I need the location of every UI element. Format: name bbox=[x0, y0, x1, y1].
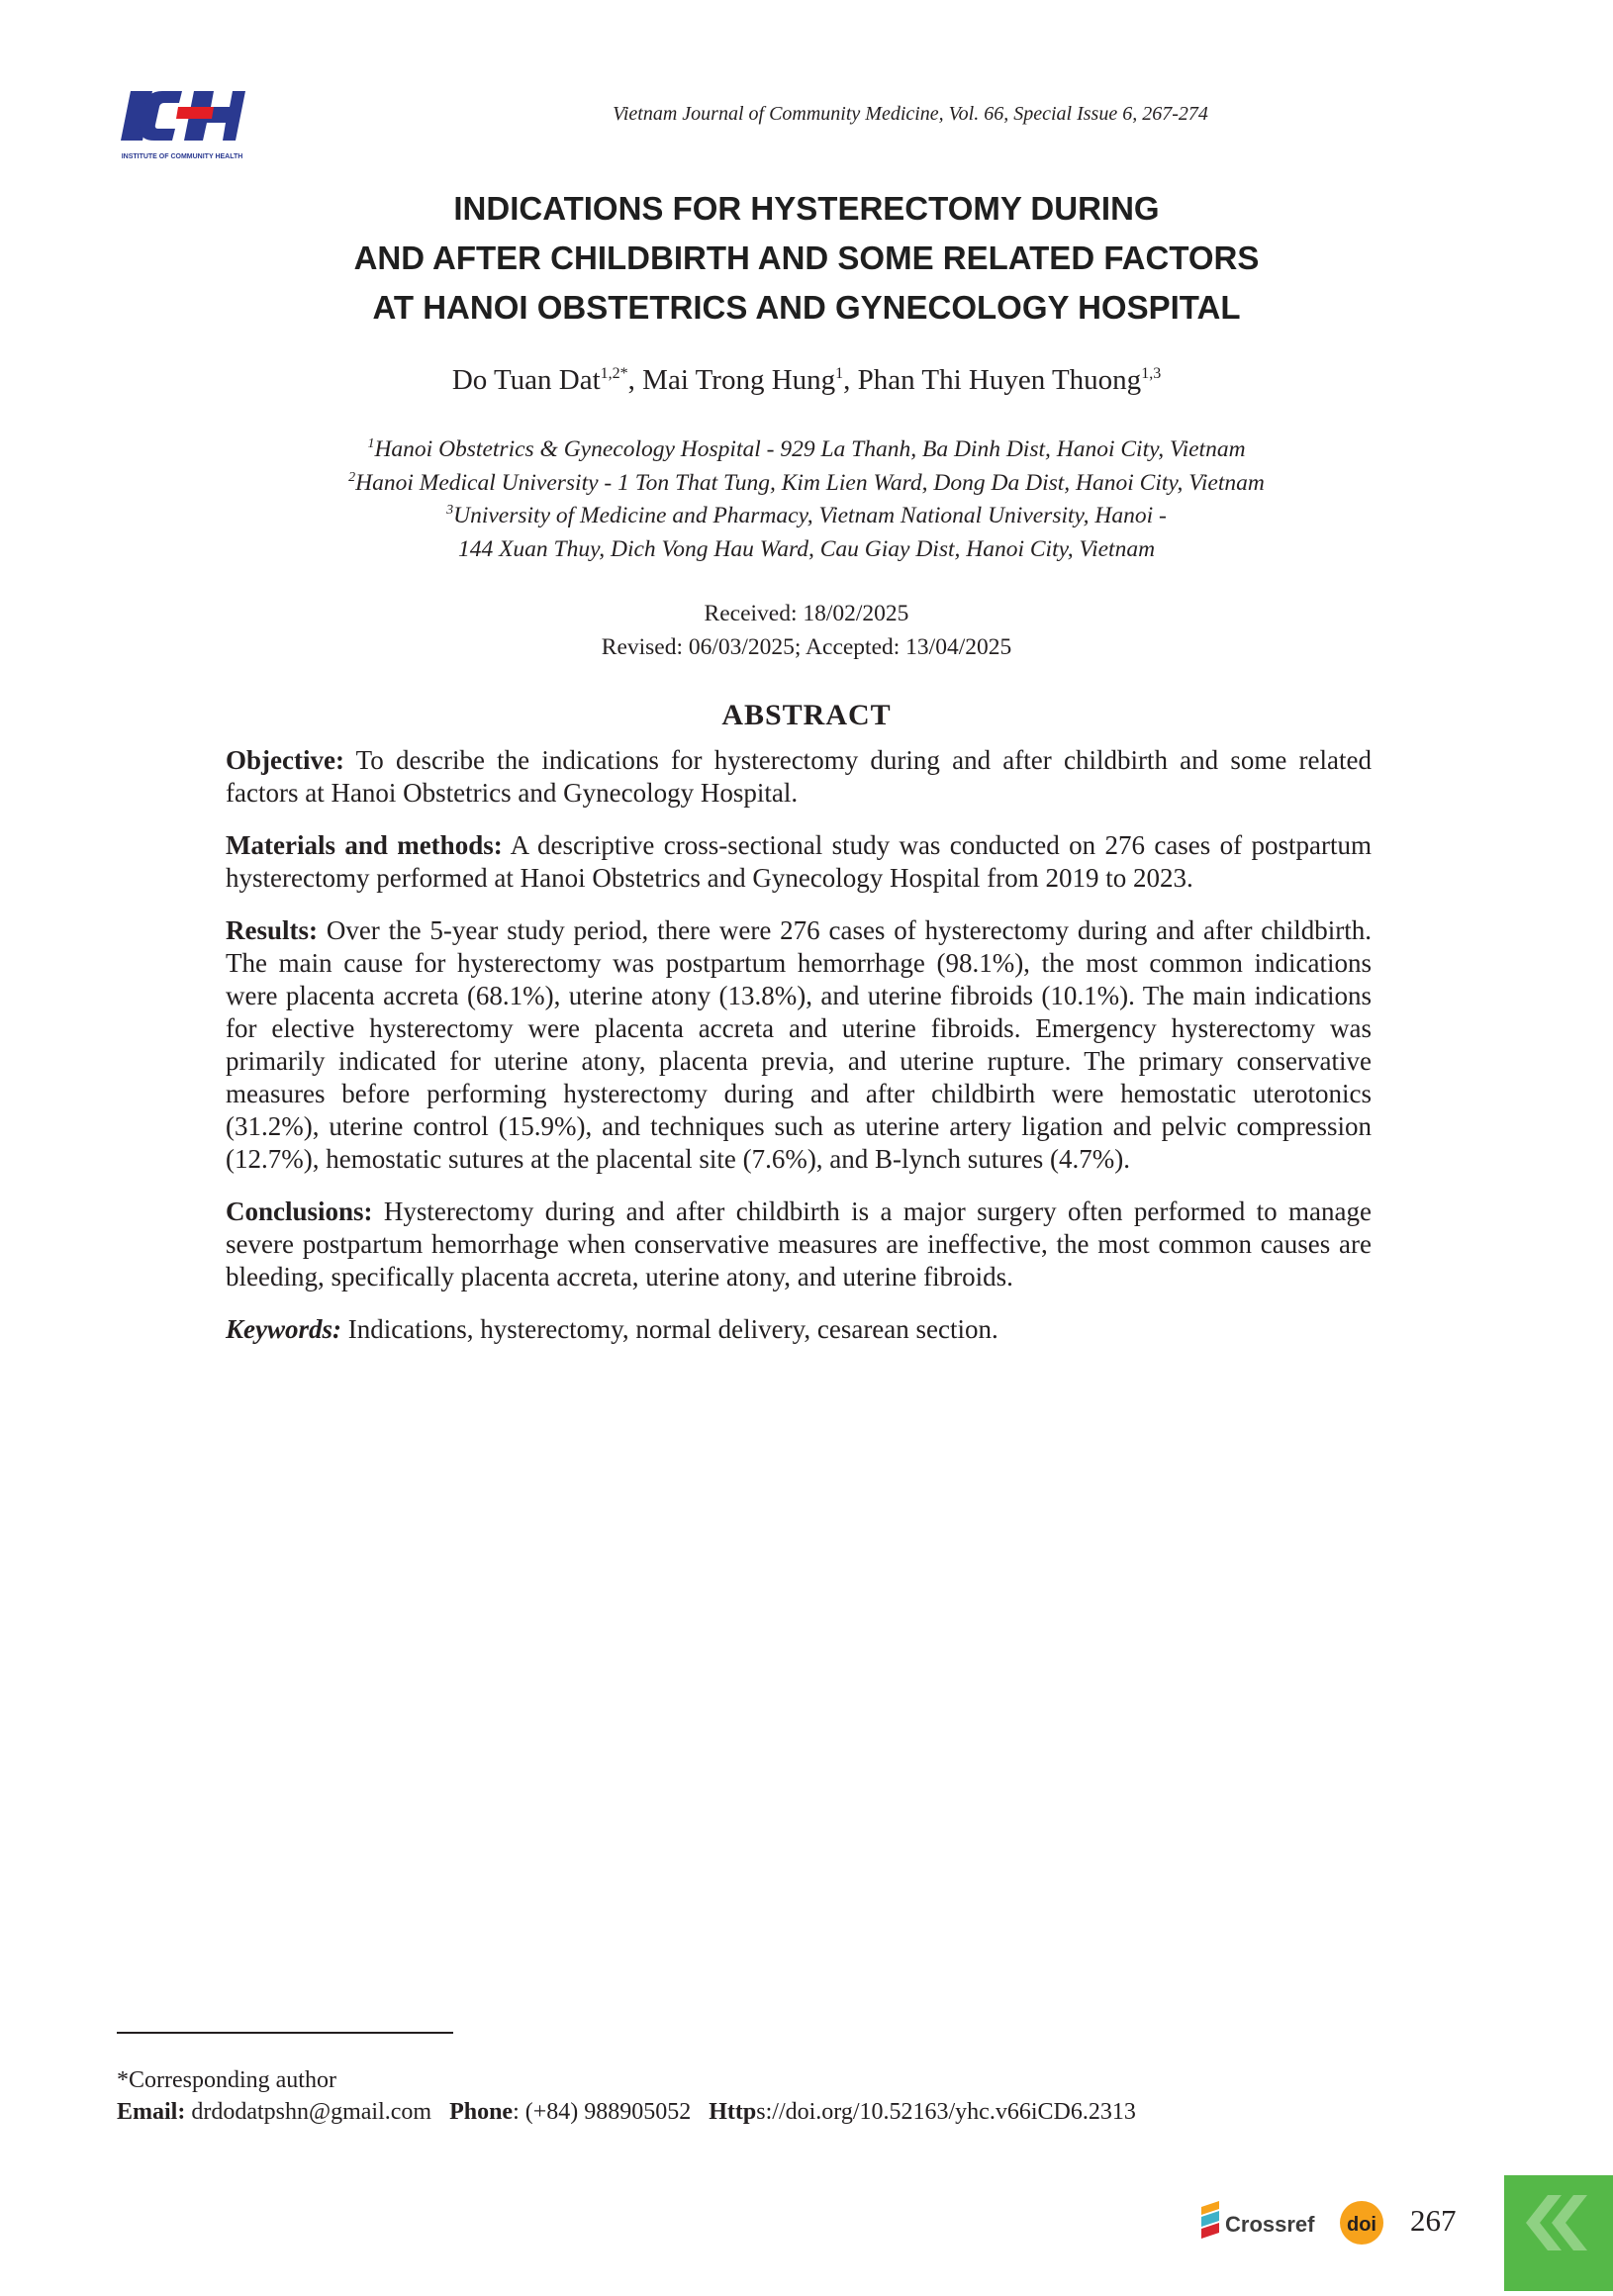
received-date: Received: 18/02/2025 bbox=[704, 601, 909, 626]
affiliation-line: 144 Xuan Thuy, Dich Vong Hau Ward, Cau Giay Dist, Hanoi City, Vietnam bbox=[457, 535, 1156, 562]
logo-subtitle: INSTITUTE OF COMMUNITY HEALTH bbox=[121, 153, 243, 160]
affiliation-line: $^2$Hanoi Medical University - 1 Ton That Tung, Kim Lien Ward, Dong Da Dist, Hanoi City, Vietnam bbox=[348, 469, 1265, 496]
crossref-doi-badge[interactable] bbox=[1197, 2195, 1385, 2250]
abstract-objective: Objective: To describe the indications for hysterectomy during and after childbirth and some related factors at Hanoi Obstetrics and Gynecology Hospital. bbox=[226, 745, 1372, 808]
affiliation-line: $^1$Hanoi Obstetrics & Gynecology Hospital - 929 La Thanh, Ba Dinh Dist, Hanoi City, Vietnam bbox=[367, 436, 1246, 462]
doi-link[interactable]: s://doi.org/10.52163/yhc.v66iCD6.2313 bbox=[756, 2099, 1136, 2125]
abstract-body bbox=[226, 744, 1372, 1366]
crossref-label: Crossref bbox=[1225, 2212, 1315, 2237]
revised-accepted-date: Revised: 06/03/2025; Accepted: 13/04/2025 bbox=[601, 633, 1012, 660]
author-affil-marker: 1,2* bbox=[600, 365, 628, 382]
author-affil-marker: 1,3 bbox=[1141, 365, 1162, 382]
institute-logo bbox=[117, 87, 247, 164]
author-name: Mai Trong Hung bbox=[642, 364, 836, 396]
author-name: Phan Thi Huyen Thuong bbox=[857, 364, 1142, 396]
footnote bbox=[117, 2064, 1136, 2128]
title-line-1: INDICATIONS FOR HYSTERECTOMY DURING bbox=[453, 190, 1160, 227]
article-title bbox=[114, 184, 1499, 333]
phone-number: : (+84) 988905052 bbox=[513, 2099, 692, 2125]
page-corner-tab bbox=[1504, 2175, 1613, 2291]
footnote-divider bbox=[117, 2032, 453, 2034]
article-dates bbox=[114, 598, 1499, 664]
email-address[interactable]: drdodatpshn@gmail.com bbox=[185, 2099, 432, 2125]
author-affil-marker: 1 bbox=[835, 365, 844, 382]
abstract-results: Results: Over the 5-year study period, there were 276 cases of hysterectomy during and after childbirth. The main cause for hysterectomy was postpartum hemorrhage (98.1%), the most common indications were placenta accreta (68.1%), uterine atony (13.8%), and uterine fibroids (10.1%). The main indications for elective hysterectomy were placenta accreta and uterine fibroids. Emergency hysterectomy was primarily indicated for uterine atony, placenta previa, and uterine rupture. The primary conservative measures before performing hysterectomy during and after childbirth were hemostatic uterotonics (31.2%), uterine control (15.9%), and techniques such as uterine artery ligation and pelvic compression (12.7%), hemostatic sutures at the placental site (7.6%), and B-lynch sutures (4.7%). bbox=[226, 915, 1372, 1174]
affiliations bbox=[114, 433, 1499, 566]
affiliation-line: $^3$University of Medicine and Pharmacy, Vietnam National University, Hanoi - bbox=[446, 503, 1167, 528]
double-chevron-left-icon bbox=[1504, 2175, 1613, 2291]
title-line-2: AND AFTER CHILDBIRTH AND SOME RELATED FACTORS bbox=[353, 239, 1260, 276]
doi-label: doi bbox=[1347, 2214, 1376, 2236]
abstract-conclusions: Conclusions: Hysterectomy during and after childbirth is a major surgery often performed to manage severe postpartum hemorrhage when conservative measures are ineffective, the most common causes are bleeding, specifically placenta accreta, uterine atony, and uterine fibroids. bbox=[226, 1196, 1372, 1292]
corresponding-author-note: *Corresponding author bbox=[117, 2067, 336, 2093]
abstract-heading: ABSTRACT bbox=[721, 699, 892, 731]
contact-line: Email: drdodatpshn@gmail.com Phone: (+84) 988905052 Https://doi.org/10.52163/yhc.v66iCD6.2313 bbox=[117, 2099, 1136, 2125]
title-line-3: AT HANOI OBSTETRICS AND GYNECOLOGY HOSPITAL bbox=[372, 289, 1241, 326]
abstract-methods: Materials and methods: A descriptive cross-sectional study was conducted on 276 cases of postpartum hysterectomy performed at Hanoi Obstetrics and Gynecology Hospital from 2019 to 2023. bbox=[226, 830, 1372, 893]
logo-red-cross-bar bbox=[176, 107, 214, 119]
author-name: Do Tuan Dat bbox=[451, 364, 601, 396]
page-number: 267 bbox=[1410, 2203, 1457, 2238]
abstract-keywords: Keywords: Indications, hysterectomy, normal delivery, cesarean section. bbox=[226, 1314, 998, 1344]
author-list: Do Tuan Dat$^{1,2*}$, Mai Trong Hung$^1$, Phan Thi Huyen Thuong$^{1,3}$ bbox=[451, 364, 1162, 396]
journal-citation: Vietnam Journal of Community Medicine, Vol. 66, Special Issue 6, 267-274 bbox=[613, 103, 1208, 125]
